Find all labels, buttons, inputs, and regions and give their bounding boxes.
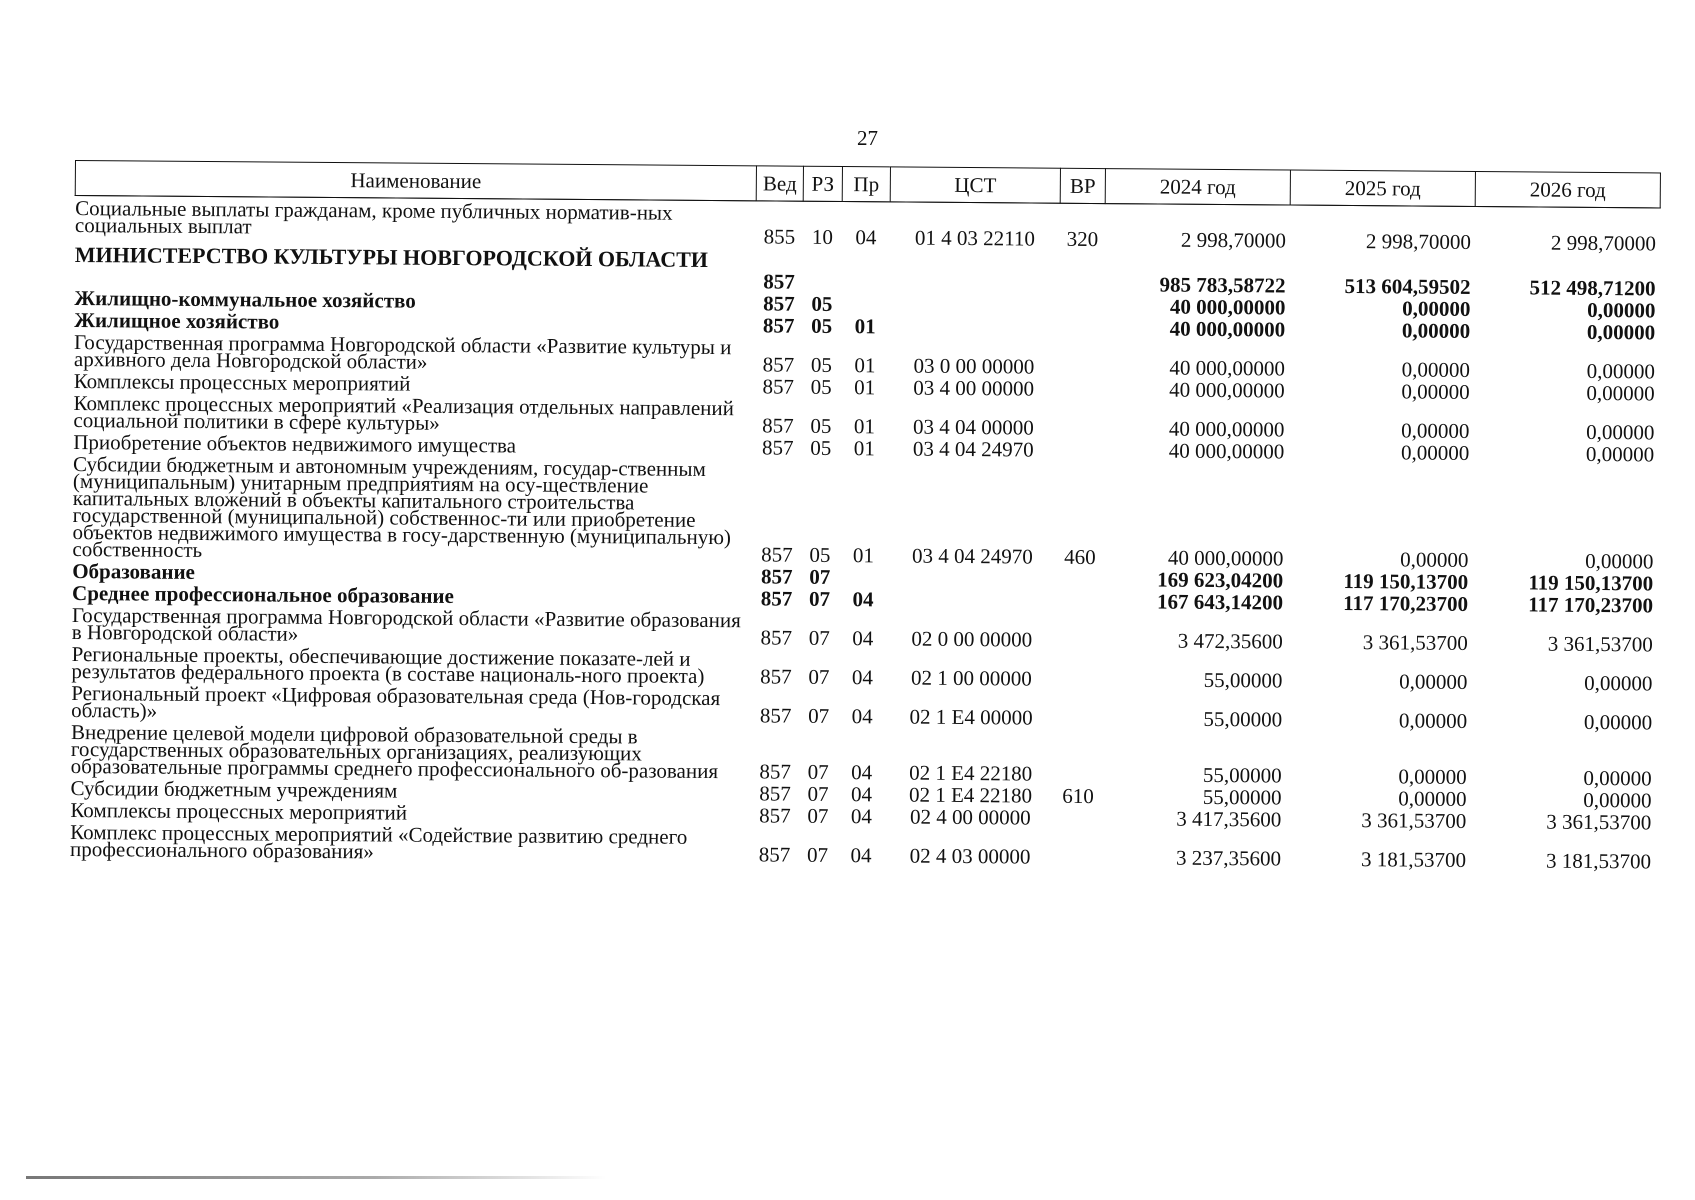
row-vr	[1057, 589, 1102, 611]
row-pr: 01	[853, 436, 875, 461]
row-name: Приобретение объектов недвижимого имущества	[73, 429, 517, 458]
row-2024: 55,00000	[1202, 762, 1282, 788]
page-number: 27	[857, 126, 878, 150]
row-name: Социальные выплаты гражданам, кроме публичных норматив-ных социальных выплат	[74, 196, 673, 239]
row-2026: 0,00000	[1583, 787, 1652, 813]
row-2024: 55,00000	[1203, 706, 1283, 732]
row-ved: 857	[759, 759, 792, 784]
row-cst	[889, 292, 1059, 315]
row-2024: 40 000,00000	[1169, 377, 1285, 403]
row-vr	[1056, 728, 1101, 784]
row-ved: 857	[761, 542, 793, 567]
row-cst: 03 0 00 00000	[913, 353, 1035, 379]
row-pr: 04	[850, 782, 873, 807]
row-ved: 857	[760, 625, 793, 650]
row-name: Субсидии бюджетным учреждениям	[70, 775, 398, 803]
row-vr	[1059, 338, 1104, 377]
row-rz	[802, 247, 841, 292]
row-2026: 0,00000	[1584, 670, 1653, 696]
row-ved: 857	[759, 803, 791, 828]
row-name: Комплекс процессных мероприятий «Реализация отдельных направлений социальной политики в сфере культуры»	[73, 390, 735, 435]
row-pr: 01	[854, 375, 876, 400]
row-pr	[839, 565, 887, 587]
row-vr	[1058, 438, 1103, 460]
row-pr: 01	[852, 543, 875, 568]
row-vr	[1055, 806, 1100, 828]
table-body	[70, 196, 1660, 872]
row-2024: 40 000,00000	[1169, 294, 1286, 320]
row-name: Государственная программа Новгородской области «Развитие образования в Новгородской области»	[71, 602, 741, 646]
row-cst	[887, 587, 1057, 610]
row-2025: 2 998,70000	[1365, 229, 1471, 254]
row-cst: 03 4 00 00000	[913, 375, 1035, 401]
row-pr: 04	[850, 804, 872, 829]
row-name: МИНИСТЕРСТВО КУЛЬТУРЫ НОВГОРОДСКОЙ ОБЛАСТИ	[74, 242, 709, 272]
row-2025: 3 181,53700	[1360, 847, 1467, 872]
row-2025: 0,00000	[1401, 318, 1471, 343]
row-ved: 857	[762, 374, 795, 399]
row-ved: 857	[758, 842, 791, 867]
row-rz: 07	[809, 564, 831, 589]
row-pr: 01	[854, 353, 876, 378]
row-2024: 3 472,35600	[1177, 628, 1283, 654]
row-name: Комплекс процессных мероприятий «Содействие развитию среднего профессионального образования»	[69, 819, 688, 864]
row-2026: 512 498,71200	[1529, 275, 1656, 301]
row-2025: 0,00000	[1401, 357, 1470, 382]
row-2026: 0,00000	[1586, 319, 1656, 345]
row-rz: 07	[808, 586, 831, 611]
row-vr: 320	[1066, 226, 1099, 252]
header-vr: ВР	[1060, 168, 1105, 203]
row-pr: 04	[851, 665, 874, 690]
row-2025: 0,00000	[1401, 379, 1470, 404]
row-cst: 02 1 E4 22180	[908, 782, 1033, 808]
row-ved: 857	[762, 352, 795, 377]
row-name: Жилищно-коммунальное хозяйство	[74, 286, 416, 313]
row-rz: 07	[808, 664, 830, 689]
row-name: Региональный проект «Цифровая образовательная среда (Нов-городская область)»	[71, 680, 721, 723]
row-rz: 07	[807, 781, 829, 806]
row-2026: 0,00000	[1586, 419, 1655, 445]
row-vr	[1057, 611, 1102, 650]
header-cst: ЦСТ	[890, 167, 1060, 203]
row-vr	[1059, 377, 1104, 399]
row-2025: 0,00000	[1399, 669, 1468, 694]
row-rz: 05	[811, 313, 833, 338]
row-vr	[1059, 249, 1104, 294]
row-pr: 01	[854, 314, 876, 339]
row-rz: 05	[811, 291, 833, 316]
row-2024: 40 000,00000	[1168, 416, 1285, 442]
row-2025: 0,00000	[1402, 296, 1471, 321]
row-pr	[841, 247, 889, 292]
row-2026: 0,00000	[1585, 548, 1654, 574]
header-ved: Вед	[756, 166, 803, 201]
row-rz: 05	[810, 374, 832, 399]
row-rz: 05	[810, 435, 832, 460]
row-2025: 119 150,13700	[1343, 568, 1469, 594]
row-2025: 3 361,53700	[1361, 808, 1467, 833]
row-2026: 117 170,23700	[1528, 592, 1654, 618]
row-2024: 40 000,00000	[1168, 438, 1285, 464]
row-2024: 55,00000	[1203, 667, 1283, 693]
row-cst	[889, 247, 1059, 293]
row-name: Субсидии бюджетным и автономным учреждениям, государ-ственным (муниципальным) унитарным предприятиям на осу-ществление капитальных вложений в объекты капитального строительства государственной (муниципальной) собственнос-ти или приобретение объектов недвижимого имущества в госу-дарственную (муниципальную) собственность	[72, 451, 732, 563]
row-vr	[1059, 316, 1104, 338]
row-2024: 167 643,14200	[1156, 589, 1284, 615]
row-2025: 117 170,23700	[1343, 590, 1469, 616]
row-rz: 05	[810, 352, 833, 377]
row-2026: 3 361,53700	[1546, 809, 1652, 835]
header-pr: Пр	[842, 167, 890, 202]
row-2024: 40 000,00000	[1167, 545, 1284, 571]
row-vr: 460	[1064, 544, 1096, 570]
row-vr	[1056, 650, 1101, 689]
row-pr	[841, 292, 889, 314]
row-2025: 0,00000	[1398, 708, 1468, 733]
row-rz: 05	[809, 542, 831, 567]
row-cst	[887, 565, 1057, 588]
row-rz: 07	[808, 625, 830, 650]
row-ved: 857	[760, 564, 793, 589]
row-pr: 04	[850, 843, 872, 868]
row-pr: 04	[852, 587, 874, 612]
row-2025: 0,00000	[1398, 764, 1467, 789]
row-2026: 3 181,53700	[1545, 848, 1652, 874]
row-cst: 01 4 03 22110	[914, 225, 1035, 251]
row-2026: 0,00000	[1585, 441, 1655, 467]
row-rz: 05	[810, 413, 832, 438]
row-cst: 02 1 00 00000	[910, 665, 1032, 691]
row-2025: 0,00000	[1400, 547, 1469, 572]
row-ved: 857	[761, 435, 794, 460]
row-ved: 855	[763, 224, 796, 249]
row-ved: 857	[763, 269, 795, 294]
row-2024: 40 000,00000	[1169, 355, 1285, 381]
row-cst: 02 1 E4 00000	[909, 704, 1033, 730]
row-2024: 3 417,35600	[1176, 806, 1282, 832]
row-name: Государственная программа Новгородской области «Развитие культуры и архивного дела Новгородской области»	[73, 329, 732, 374]
row-pr: 04	[851, 704, 873, 729]
row-2026: 0,00000	[1583, 765, 1652, 791]
row-pr: 04	[852, 626, 874, 651]
row-cst: 02 1 E4 22180	[909, 760, 1033, 786]
row-ved: 857	[763, 291, 795, 316]
row-name: Комплексы процессных мероприятий	[70, 797, 408, 825]
row-ved: 857	[760, 586, 793, 611]
row-vr	[1056, 689, 1101, 728]
row-ved: 857	[759, 781, 791, 806]
budget-table	[69, 160, 1661, 874]
row-2026: 119 150,13700	[1528, 570, 1654, 596]
row-rz: 07	[808, 703, 830, 728]
row-rz: 10	[811, 224, 834, 249]
row-2024: 169 623,04200	[1157, 567, 1284, 593]
header-rz: РЗ	[803, 166, 842, 201]
header-2025: 2025 год	[1290, 170, 1475, 206]
row-cst: 03 4 04 24970	[912, 436, 1034, 462]
row-2026: 0,00000	[1583, 709, 1653, 735]
row-2024: 40 000,00000	[1169, 316, 1286, 342]
row-pr: 01	[853, 414, 876, 439]
row-ved: 857	[762, 413, 794, 438]
row-name: Региональные проекты, обеспечивающие достижение показате-лей и результатов федерального проекта (в составе националь-ного проекта)	[71, 641, 705, 688]
row-2026: 0,00000	[1586, 358, 1655, 384]
row-2026: 0,00000	[1586, 380, 1655, 406]
row-vr: 610	[1062, 783, 1094, 809]
row-ved: 857	[762, 313, 795, 338]
row-name: Среднее профессиональное образование	[72, 580, 454, 608]
row-2024: 2 998,70000	[1180, 227, 1286, 253]
row-rz: 07	[807, 759, 829, 784]
row-2025: 0,00000	[1401, 418, 1470, 443]
row-ved: 857	[759, 703, 792, 728]
row-rz: 07	[807, 803, 829, 828]
row-name: Комплексы процессных мероприятий	[73, 368, 411, 396]
header-name: Наименование	[75, 161, 756, 201]
row-2025: 513 604,59502	[1344, 273, 1471, 299]
row-2024: 55,00000	[1202, 784, 1282, 810]
row-name: Образование	[72, 558, 196, 584]
row-vr	[1058, 399, 1103, 438]
row-2026: 3 361,53700	[1547, 631, 1653, 657]
row-ved: 857	[760, 664, 792, 689]
row-2025: 3 361,53700	[1362, 630, 1468, 655]
row-vr	[1055, 828, 1100, 867]
header-2024: 2024 год	[1105, 169, 1290, 205]
row-2024: 985 783,58722	[1159, 272, 1286, 298]
row-2026: 0,00000	[1587, 297, 1656, 323]
row-name: Внедрение целевой модели цифровой образовательной среды в государственных образовательных организациях, реализующих образовательные программы среднего профессионального об-разования	[70, 719, 719, 784]
header-2026: 2026 год	[1475, 171, 1660, 207]
row-cst	[889, 314, 1059, 337]
row-2024: 3 237,35600	[1175, 845, 1282, 871]
table-row	[72, 452, 1658, 571]
row-rz: 07	[806, 842, 829, 867]
row-2025: 0,00000	[1400, 440, 1470, 465]
row-pr: 04	[855, 225, 877, 250]
row-cst: 03 4 04 00000	[912, 414, 1034, 440]
row-vr	[1059, 294, 1104, 316]
row-cst: 02 4 03 00000	[909, 843, 1031, 869]
row-name: Жилищное хозяйство	[74, 307, 280, 334]
row-pr: 04	[851, 760, 873, 785]
row-cst: 03 4 04 24970	[911, 543, 1033, 569]
row-vr	[1057, 567, 1102, 589]
row-2025: 0,00000	[1398, 786, 1467, 811]
row-2026: 2 998,70000	[1550, 230, 1656, 256]
row-cst: 02 4 00 00000	[909, 804, 1031, 830]
row-cst: 02 0 00 00000	[911, 626, 1033, 652]
scan-edge-line	[26, 1176, 606, 1179]
